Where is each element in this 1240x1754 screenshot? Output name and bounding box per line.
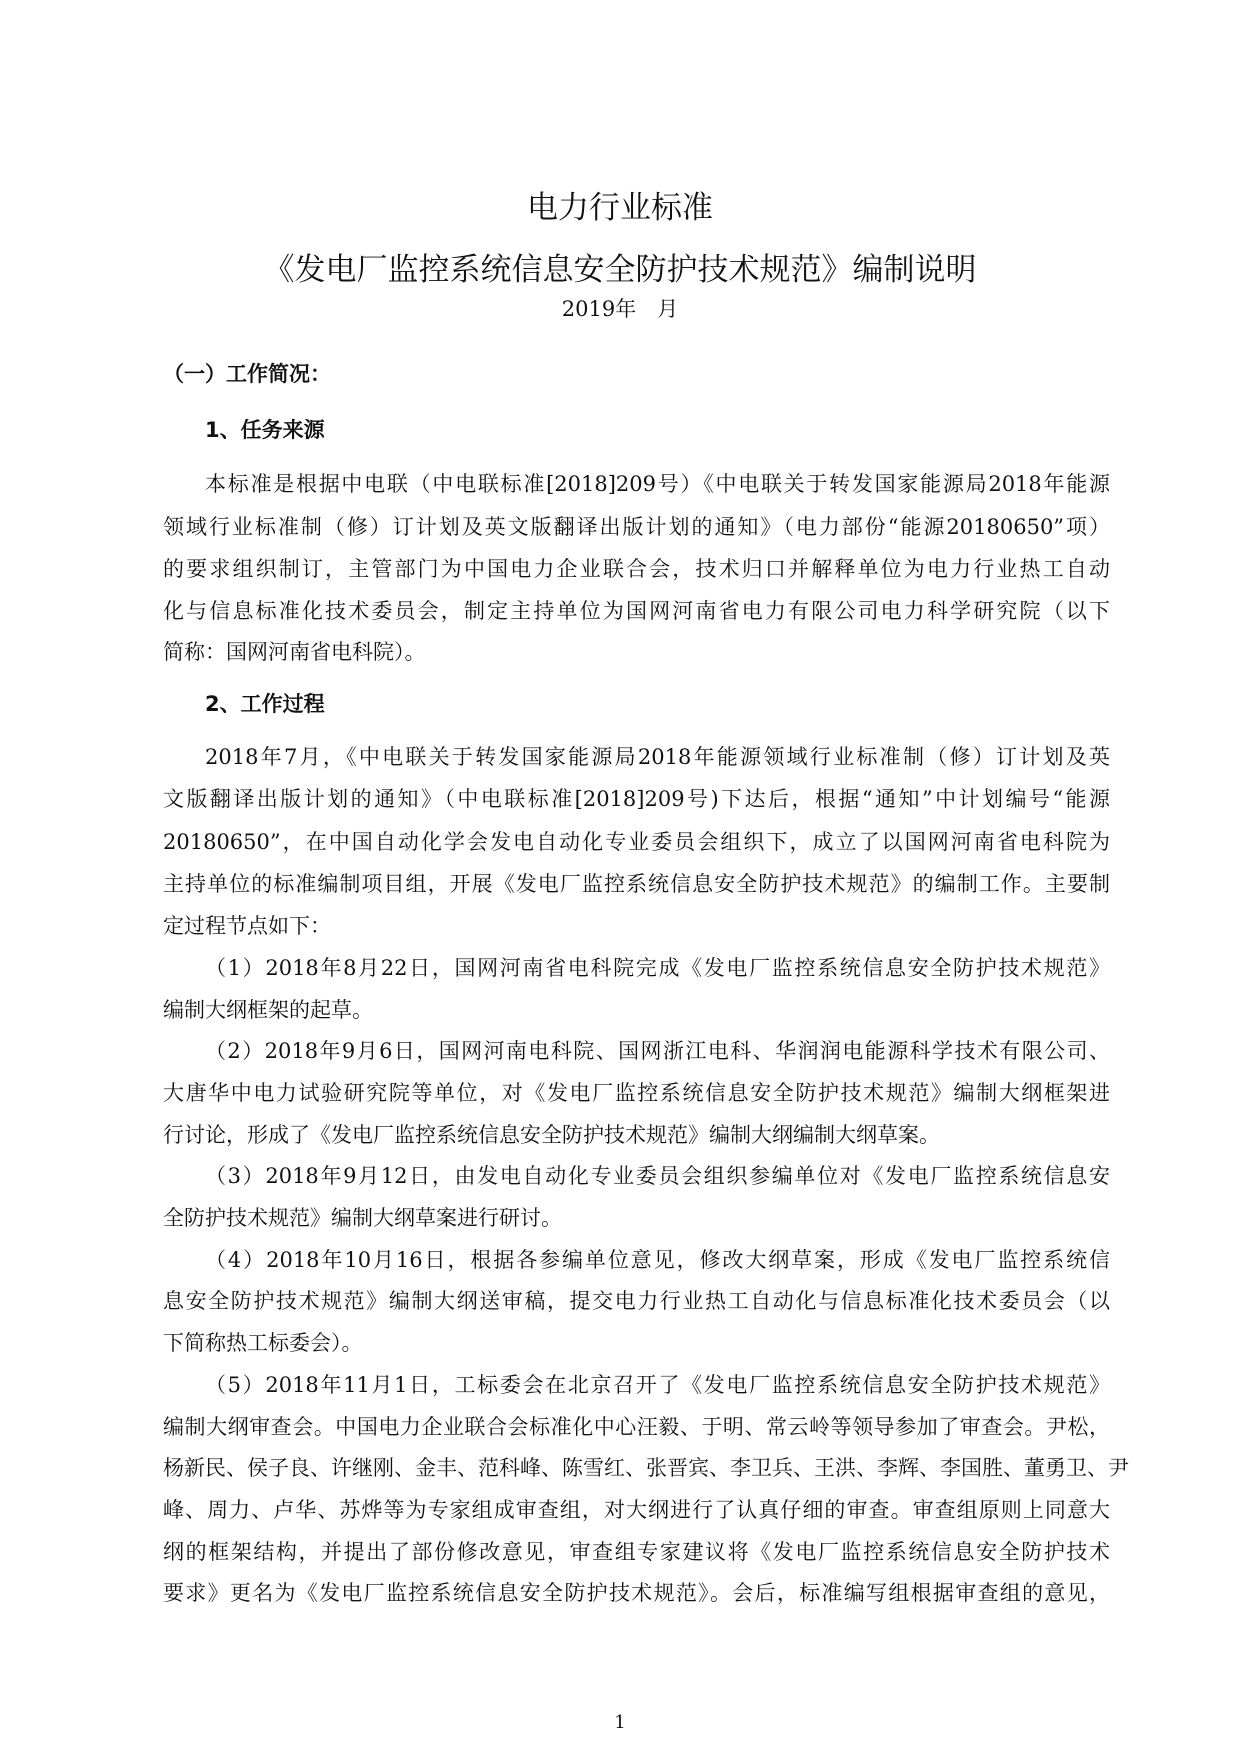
page-number: 1: [614, 1712, 626, 1733]
list-item-line: 峰、周力、卢华、苏烨等为专家组成审查组，对大纲进行了认真仔细的审查。审查组原则上同意大: [163, 1498, 1110, 1522]
paragraph-line: 的要求组织制订，主管部门为中国电力企业联合会，技术归口并解释单位为电力行业热工自动: [163, 557, 1110, 581]
list-item-line: 杨新民、侯子良、许继刚、金丰、范科峰、陈雪红、张晋宾、李卫兵、王洪、李辉、李国胜、董勇卫、尹: [163, 1456, 1129, 1480]
paragraph-line: 定过程节点如下：: [163, 914, 331, 938]
list-item-line: 纲的框架结构，并提出了部份修改意见，审查组专家建议将《发电厂监控系统信息安全防护技术: [163, 1540, 1110, 1564]
subsection-heading-work-process: 2、工作过程: [205, 692, 325, 716]
paragraph-line: 主持单位的标准编制项目组，开展《发电厂监控系统信息安全防护技术规范》的编制工作。主要制: [163, 872, 1110, 896]
list-item-line: （5）2018年11月1日，工标委会在北京召开了《发电厂监控系统信息安全防护技术规范》: [205, 1373, 1110, 1397]
paragraph-line: 简称：国网河南省电科院）。: [163, 640, 426, 664]
list-item-line: 大唐华中电力试验研究院等单位，对《发电厂监控系统信息安全防护技术规范》编制大纲框架进: [163, 1081, 1110, 1105]
list-item-line: 编制大纲框架的起草。: [163, 998, 373, 1022]
paragraph-line: 20180650”，在中国自动化学会发电自动化专业委员会组织下，成立了以国网河南省电科院为: [163, 830, 1110, 854]
paragraph-line: 领域行业标准制（修）订计划及英文版翻译出版计划的通知》（电力部份“能源20180650”项）: [163, 515, 1110, 539]
paragraph-line: 化与信息标准化技术委员会，制定主持单位为国网河南省电力有限公司电力科学研究院（以下: [163, 599, 1110, 623]
list-item-line: （1）2018年8月22日，国网河南省电科院完成《发电厂监控系统信息安全防护技术规范》: [205, 956, 1110, 980]
paragraph-line: 2018年7月，《中电联关于转发国家能源局2018年能源领域行业标准制（修）订计划及英: [205, 745, 1110, 769]
document-subtitle: 《发电厂监控系统信息安全防护技术规范》编制说明: [263, 252, 977, 288]
list-item-line: （2）2018年9月6日，国网河南电科院、国网浙江电科、华润润电能源科学技术有限公司、: [205, 1039, 1110, 1063]
list-item-line: 息安全防护技术规范》编制大纲送审稿，提交电力行业热工自动化与信息标准化技术委员会（以: [163, 1289, 1110, 1313]
document-date: 2019年 月: [561, 297, 679, 321]
list-item-line: 要求》更名为《发电厂监控系统信息安全防护技术规范》。会后，标准编写组根据审查组的意见，: [163, 1581, 1110, 1605]
section-heading: （一）工作简况：: [163, 362, 331, 386]
list-item-line: （3）2018年9月12日，由发电自动化专业委员会组织参编单位对《发电厂监控系统信息安: [205, 1164, 1110, 1188]
list-item-line: 行讨论，形成了《发电厂监控系统信息安全防护技术规范》编制大纲编制大纲草案。: [163, 1123, 940, 1147]
document-title: 电力行业标准: [527, 190, 713, 226]
subsection-heading-task-source: 1、任务来源: [205, 418, 325, 442]
list-item-line: 编制大纲审查会。中国电力企业联合会标准化中心汪毅、于明、常云岭等领导参加了审查会。尹松，: [163, 1415, 1110, 1439]
paragraph-line: 本标准是根据中电联（中电联标准[2018]209号）《中电联关于转发国家能源局2018年能源: [205, 472, 1110, 496]
list-item-line: 下简称热工标委会）。: [163, 1331, 363, 1355]
list-item-line: 全防护技术规范》编制大纲草案进行研讨。: [163, 1206, 562, 1230]
paragraph-line: 文版翻译出版计划的通知》（中电联标准[2018]209号)下达后，根据“通知”中计划编号“能源: [163, 787, 1110, 811]
list-item-line: （4）2018年10月16日，根据各参编单位意见，修改大纲草案，形成《发电厂监控系统信: [205, 1248, 1110, 1272]
